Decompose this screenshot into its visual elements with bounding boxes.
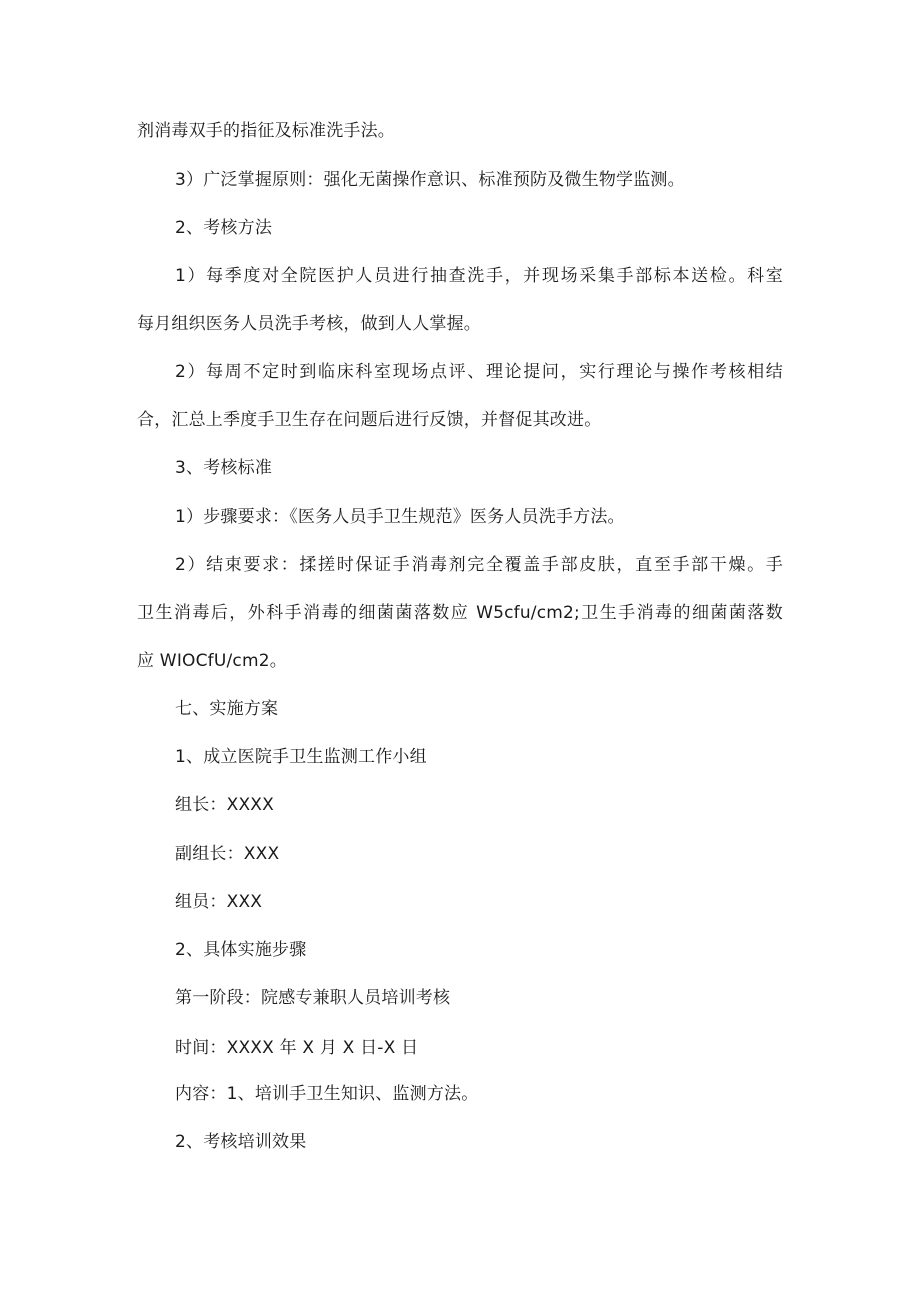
paragraph-line: 1）步骤要求：《医务人员手卫生规范》医务人员洗手方法。 [175,507,625,527]
paragraph-line: 卫生消毒后，外科手消毒的细菌菌落数应 W5cfu∕cm2;卫生手消毒的细菌菌落数 [137,603,783,623]
section-heading: 2、考核方法 [175,218,273,238]
paragraph-line: 副组长：XXX [175,844,280,864]
paragraph-line: 第一阶段：院感专兼职人员培训考核 [175,988,451,1008]
section-heading: 3、考核标准 [175,458,273,478]
paragraph-line: 1）每季度对全院医护人员进行抽查洗手，并现场采集手部标本送检。科室 [175,266,783,286]
paragraph-line: 内容：1、培训手卫生知识、监测方法。 [175,1084,479,1104]
paragraph-line: 每月组织医务人员洗手考核，做到人人掌握。 [137,314,481,334]
paragraph-line: 合，汇总上季度手卫生存在问题后进行反馈，并督促其改进。 [137,410,602,430]
section-heading: 1、成立医院手卫生监测工作小组 [175,747,427,767]
paragraph-line: 组长：XXXX [175,795,274,815]
paragraph-line: 组员：XXX [175,892,263,912]
paragraph-line: 剂消毒双手的指征及标准洗手法。 [137,121,395,141]
paragraph-line: 应 WIOCfU/cm2。 [137,651,287,671]
paragraph-line: 3）广泛掌握原则：强化无菌操作意识、标准预防及微生物学监测。 [175,170,685,190]
paragraph-line: 2）每周不定时到临床科室现场点评、理论提问，实行理论与操作考核相结 [175,362,783,382]
section-heading: 七、实施方案 [175,699,279,719]
paragraph-line: 2、考核培训效果 [175,1132,307,1152]
section-heading: 2、具体实施步骤 [175,940,307,960]
paragraph-line: 2）结束要求：揉搓时保证手消毒剂完全覆盖手部皮肤，直至手部干燥。手 [175,555,783,575]
paragraph-line: 时间：XXXX 年 X 月 X 日-X 日 [175,1038,419,1058]
